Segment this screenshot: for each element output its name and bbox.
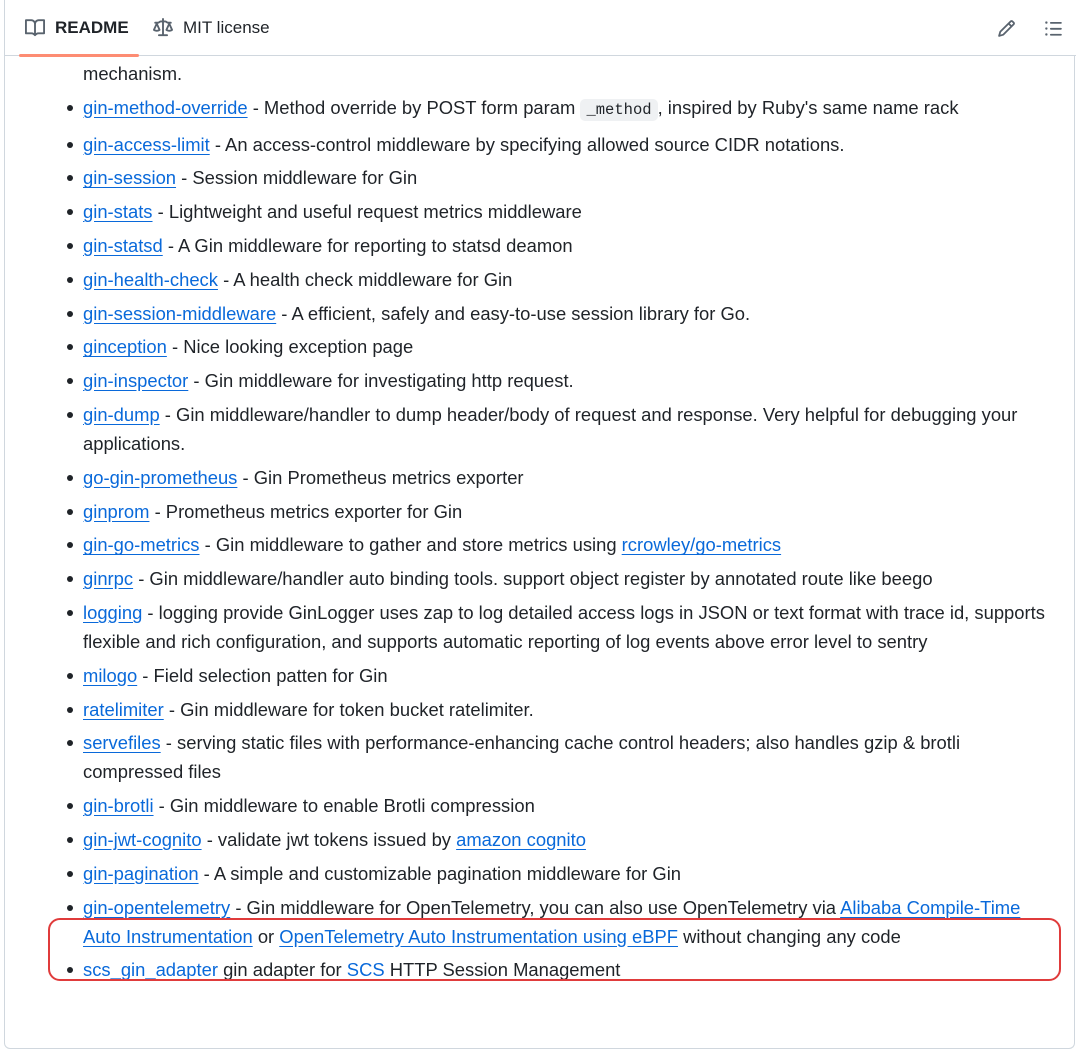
tab-license-label: MIT license [183,18,270,37]
item-description: - Lightweight and useful request metrics middleware [152,201,582,223]
item-description: - Gin Prometheus metrics exporter [237,466,524,488]
pencil-icon [997,19,1016,38]
link-gin-session-middleware[interactable]: gin-session-middleware [83,302,277,324]
list-item [83,463,1053,492]
list-item [83,497,1053,526]
link-scs-gin-adapter[interactable]: scs_gin_adapter [83,959,218,981]
item-description: - A health check middleware for Gin [217,268,513,290]
link-gin-dump[interactable]: gin-dump [83,403,160,425]
item-description: - Gin middleware for token bucket ratelimiter. [163,698,534,720]
link-servefiles[interactable]: servefiles [83,732,161,754]
list-item [83,598,1053,656]
item-description: - Prometheus metrics exporter for Gin [149,500,463,522]
link-ratelimiter[interactable]: ratelimiter [83,698,164,720]
link-alibaba-compile-time[interactable]: Alibaba Compile-Time Auto Instrumentation [83,896,1021,947]
list-item [83,661,1053,690]
list-item [83,825,1053,854]
item-description: gin adapter for [217,959,347,981]
link-gin-inspector[interactable]: gin-inspector [83,370,189,392]
list-item [83,197,1053,226]
link-amazon-cognito[interactable]: amazon cognito [456,828,586,850]
list-item [83,728,1053,786]
link-gin-method-override[interactable]: gin-method-override [83,96,248,118]
list-item [83,163,1053,192]
link-gin-go-metrics[interactable]: gin-go-metrics [83,534,200,556]
link-milogo[interactable]: milogo [83,664,138,686]
book-icon [25,18,45,38]
item-description: - Session middleware for Gin [176,167,418,189]
list-item [83,859,1053,888]
list-item [83,299,1053,328]
item-description: - Nice looking exception page [166,336,414,358]
middleware-list [5,56,1053,989]
item-description: - Gin middleware to gather and store metrics using [199,534,622,556]
item-description: - Gin middleware to enable Brotli compression [153,795,535,817]
list-item-partial [83,56,1053,88]
list-item [83,400,1053,458]
list-item-highlighted [83,893,1053,951]
link-ginception[interactable]: ginception [83,336,167,358]
law-scale-icon [153,18,173,38]
list-item [83,791,1053,820]
link-gin-jwt-cognito[interactable]: gin-jwt-cognito [83,828,202,850]
item-description: - A simple and customizable pagination middleware for Gin [198,862,682,884]
list-item [83,130,1053,159]
link-rcrowley-go-metrics[interactable]: rcrowley/go-metrics [621,534,782,556]
list-item [83,93,1053,125]
item-description: - Gin middleware for OpenTelemetry, you can also use OpenTelemetry via [230,896,841,918]
partial-text: mechanism. [83,63,183,84]
link-gin-access-limit[interactable]: gin-access-limit [83,133,210,155]
link-gin-brotli[interactable]: gin-brotli [83,795,154,817]
list-item [83,530,1053,559]
list-item [83,332,1053,361]
link-gin-session[interactable]: gin-session [83,167,177,189]
list-item [83,366,1053,395]
item-description: , inspired by Ruby's same name rack [657,96,959,118]
item-description: - validate jwt tokens issued by [201,828,457,850]
item-description: - Gin middleware for investigating http request. [188,370,574,392]
link-opentelemetry-ebpf[interactable]: OpenTelemetry Auto Instrumentation using eBPF [279,925,678,947]
link-gin-opentelemetry[interactable]: gin-opentelemetry [83,896,231,918]
item-description: or [252,925,280,947]
link-gin-statsd[interactable]: gin-statsd [83,234,163,256]
item-description: - Gin middleware/handler auto binding tools. support object register by annotated route like beego [133,568,933,590]
tab-license[interactable] [153,0,270,56]
list-unordered-icon [1044,19,1063,38]
item-description: - Method override by POST form param [247,96,581,118]
readme-tab-bar [5,0,1076,56]
tab-readme[interactable] [25,0,129,56]
item-description: - A efficient, safely and easy-to-use session library for Go. [276,302,751,324]
edit-file-button[interactable] [994,16,1018,40]
item-description: - logging provide GinLogger uses zap to log detailed access logs in JSON or text format with trace id, supports flexible and rich configuration, and supports automatic reporting of log events above error level to sentry [83,601,1045,652]
item-description: - An access-control middleware by specifying allowed source CIDR notations. [209,133,845,155]
item-description: - A Gin middleware for reporting to statsd deamon [162,234,573,256]
list-item [83,695,1053,724]
link-gin-pagination[interactable]: gin-pagination [83,862,199,884]
link-scs[interactable]: SCS [346,959,385,981]
link-ginrpc[interactable]: ginrpc [83,568,134,590]
list-item [83,231,1053,260]
list-item [83,564,1053,593]
item-description: without changing any code [677,925,901,947]
link-logging[interactable]: logging [83,601,143,623]
readme-panel [4,0,1075,1049]
link-gin-stats[interactable]: gin-stats [83,201,153,223]
item-description: - Field selection patten for Gin [137,664,388,686]
outline-button[interactable] [1041,16,1065,40]
link-gin-health-check[interactable]: gin-health-check [83,268,218,290]
list-item [83,265,1053,294]
readme-content [5,56,1076,1046]
list-item [83,955,1053,984]
item-description: - serving static files with performance-enhancing cache control headers; also handles gzip & brotli compressed files [83,732,961,783]
link-go-gin-prometheus[interactable]: go-gin-prometheus [83,466,238,488]
item-description: HTTP Session Management [384,959,621,981]
item-description: - Gin middleware/handler to dump header/body of request and response. Very helpful for debugging your applications. [83,403,1018,454]
tab-readme-label: README [55,18,129,37]
inline-code: _method [580,99,657,121]
link-ginprom[interactable]: ginprom [83,500,150,522]
